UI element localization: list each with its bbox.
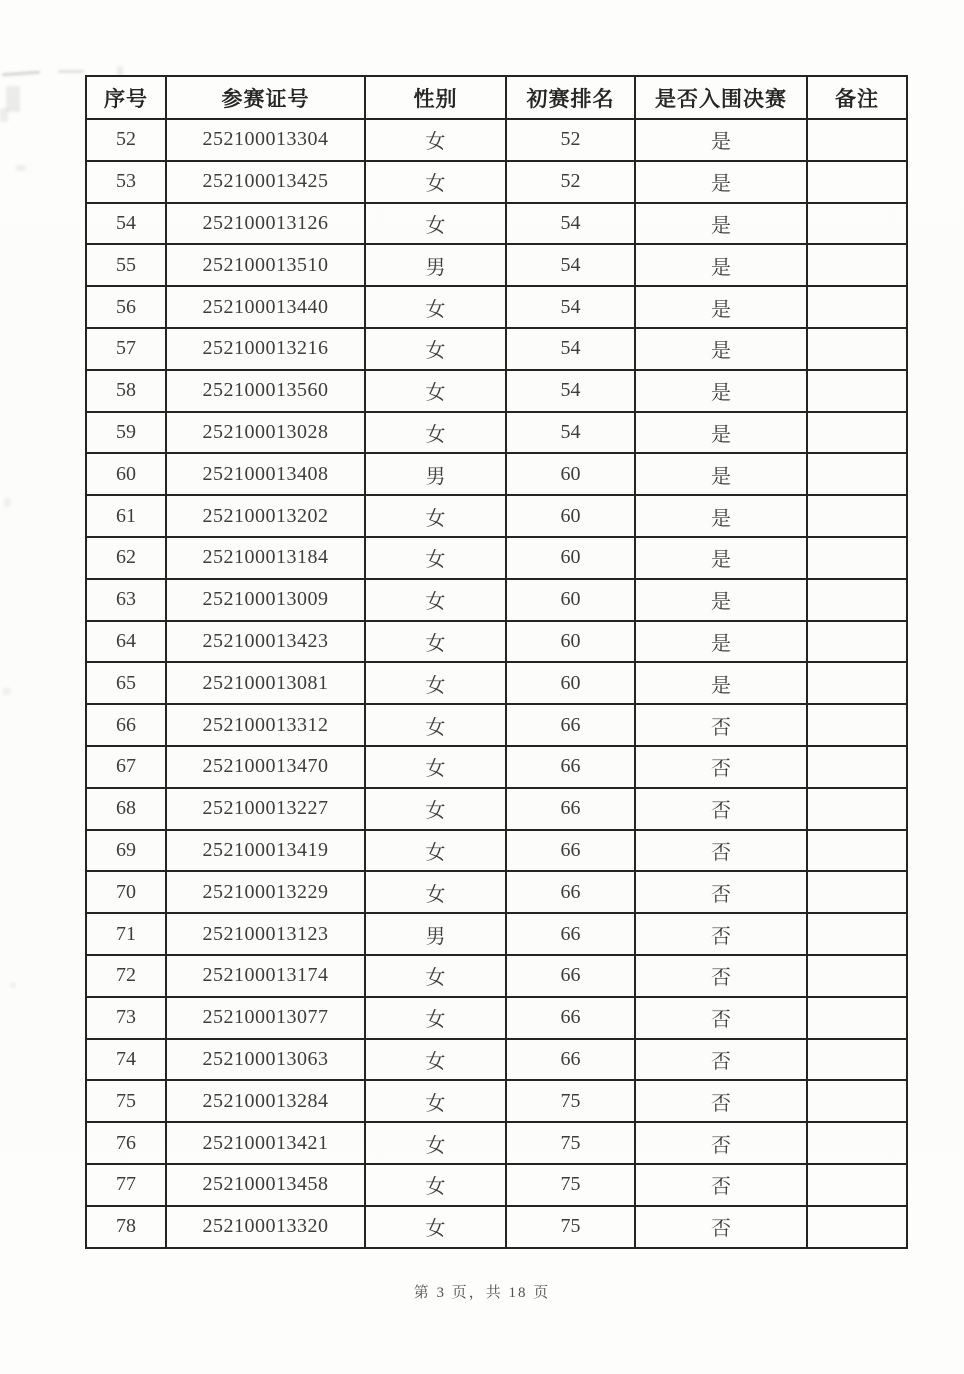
cell-finalist-flag: 否: [635, 955, 807, 997]
scan-smudge: [0, 108, 8, 122]
cell-gender: 女: [365, 495, 506, 537]
table-row: [86, 830, 907, 872]
cell-serial-number: 65: [86, 662, 166, 704]
cell-contestant-id: 252100013312: [166, 704, 365, 746]
cell-prelim-rank: 66: [506, 913, 635, 955]
cell-contestant-id: 252100013063: [166, 1039, 365, 1081]
cell-finalist-flag: 否: [635, 1206, 807, 1248]
cell-serial-number: 66: [86, 704, 166, 746]
cell-contestant-id: 252100013423: [166, 621, 365, 663]
cell-finalist-flag: 是: [635, 286, 807, 328]
cell-remark: [807, 119, 907, 161]
cell-gender: 女: [365, 1206, 506, 1248]
cell-serial-number: 63: [86, 579, 166, 621]
cell-serial-number: 61: [86, 495, 166, 537]
cell-serial-number: 78: [86, 1206, 166, 1248]
cell-finalist-flag: 是: [635, 370, 807, 412]
cell-remark: [807, 537, 907, 579]
table-row: [86, 244, 907, 286]
cell-contestant-id: 252100013077: [166, 997, 365, 1039]
table-row: [86, 537, 907, 579]
cell-contestant-id: 252100013304: [166, 119, 365, 161]
cell-contestant-id: 252100013470: [166, 746, 365, 788]
cell-gender: 女: [365, 203, 506, 245]
column-header: 序号: [86, 76, 166, 119]
cell-gender: 男: [365, 913, 506, 955]
cell-serial-number: 57: [86, 328, 166, 370]
cell-serial-number: 75: [86, 1080, 166, 1122]
cell-remark: [807, 453, 907, 495]
cell-serial-number: 54: [86, 203, 166, 245]
cell-remark: [807, 746, 907, 788]
cell-finalist-flag: 否: [635, 1122, 807, 1164]
cell-gender: 女: [365, 1164, 506, 1206]
cell-contestant-id: 252100013216: [166, 328, 365, 370]
cell-contestant-id: 252100013227: [166, 788, 365, 830]
table-row: [86, 286, 907, 328]
cell-remark: [807, 495, 907, 537]
cell-remark: [807, 1122, 907, 1164]
cell-remark: [807, 286, 907, 328]
table-row: [86, 328, 907, 370]
cell-contestant-id: 252100013123: [166, 913, 365, 955]
cell-finalist-flag: 否: [635, 830, 807, 872]
table-row: [86, 119, 907, 161]
table-row: [86, 621, 907, 663]
table-row: [86, 161, 907, 203]
cell-remark: [807, 1080, 907, 1122]
cell-finalist-flag: 否: [635, 746, 807, 788]
cell-contestant-id: 252100013425: [166, 161, 365, 203]
cell-gender: 女: [365, 788, 506, 830]
table-row: [86, 871, 907, 913]
scan-smudge: [2, 71, 40, 77]
cell-gender: 男: [365, 453, 506, 495]
cell-prelim-rank: 66: [506, 830, 635, 872]
cell-contestant-id: 252100013421: [166, 1122, 365, 1164]
cell-gender: 女: [365, 746, 506, 788]
cell-finalist-flag: 否: [635, 871, 807, 913]
cell-gender: 女: [365, 871, 506, 913]
cell-gender: 女: [365, 119, 506, 161]
cell-prelim-rank: 66: [506, 704, 635, 746]
cell-prelim-rank: 66: [506, 1039, 635, 1081]
cell-remark: [807, 579, 907, 621]
cell-gender: 女: [365, 412, 506, 454]
cell-gender: 女: [365, 621, 506, 663]
table-row: [86, 1122, 907, 1164]
column-header: 参赛证号: [166, 76, 365, 119]
table-row: [86, 662, 907, 704]
cell-prelim-rank: 60: [506, 662, 635, 704]
cell-prelim-rank: 66: [506, 871, 635, 913]
cell-finalist-flag: 是: [635, 328, 807, 370]
table-row: [86, 913, 907, 955]
cell-serial-number: 77: [86, 1164, 166, 1206]
table-row: [86, 1080, 907, 1122]
cell-serial-number: 55: [86, 244, 166, 286]
cell-prelim-rank: 75: [506, 1164, 635, 1206]
cell-contestant-id: 252100013126: [166, 203, 365, 245]
table-row: [86, 997, 907, 1039]
cell-contestant-id: 252100013184: [166, 537, 365, 579]
cell-serial-number: 73: [86, 997, 166, 1039]
scan-smudge: [16, 165, 26, 171]
cell-contestant-id: 252100013440: [166, 286, 365, 328]
cell-remark: [807, 871, 907, 913]
cell-serial-number: 67: [86, 746, 166, 788]
table-row: [86, 788, 907, 830]
table-row: [86, 453, 907, 495]
cell-contestant-id: 252100013028: [166, 412, 365, 454]
column-header: 性别: [365, 76, 506, 119]
cell-serial-number: 58: [86, 370, 166, 412]
cell-gender: 女: [365, 830, 506, 872]
scan-smudge: [4, 498, 11, 507]
cell-prelim-rank: 66: [506, 997, 635, 1039]
cell-serial-number: 56: [86, 286, 166, 328]
cell-contestant-id: 252100013320: [166, 1206, 365, 1248]
cell-finalist-flag: 是: [635, 203, 807, 245]
cell-remark: [807, 997, 907, 1039]
cell-contestant-id: 252100013458: [166, 1164, 365, 1206]
cell-finalist-flag: 否: [635, 913, 807, 955]
page-number-footer: 第 3 页，共 18 页: [413, 1285, 551, 1301]
cell-finalist-flag: 是: [635, 495, 807, 537]
cell-gender: 女: [365, 704, 506, 746]
cell-finalist-flag: 是: [635, 662, 807, 704]
cell-remark: [807, 830, 907, 872]
cell-finalist-flag: 是: [635, 453, 807, 495]
cell-serial-number: 72: [86, 955, 166, 997]
cell-remark: [807, 704, 907, 746]
cell-gender: 女: [365, 1122, 506, 1164]
cell-gender: 女: [365, 662, 506, 704]
cell-gender: 女: [365, 955, 506, 997]
cell-contestant-id: 252100013174: [166, 955, 365, 997]
cell-remark: [807, 161, 907, 203]
cell-remark: [807, 328, 907, 370]
cell-remark: [807, 412, 907, 454]
cell-remark: [807, 1039, 907, 1081]
cell-serial-number: 68: [86, 788, 166, 830]
cell-serial-number: 53: [86, 161, 166, 203]
cell-gender: 女: [365, 537, 506, 579]
column-header: 备注: [807, 76, 907, 119]
cell-prelim-rank: 54: [506, 370, 635, 412]
cell-finalist-flag: 是: [635, 579, 807, 621]
cell-prelim-rank: 54: [506, 328, 635, 370]
scan-smudge: [10, 982, 16, 988]
table-row: [86, 495, 907, 537]
cell-finalist-flag: 是: [635, 412, 807, 454]
table-row: [86, 704, 907, 746]
table-row: [86, 370, 907, 412]
cell-contestant-id: 252100013560: [166, 370, 365, 412]
cell-serial-number: 62: [86, 537, 166, 579]
cell-finalist-flag: 否: [635, 997, 807, 1039]
scan-smudge: [2, 688, 11, 695]
table-row: [86, 1039, 907, 1081]
table-row: [86, 579, 907, 621]
cell-contestant-id: 252100013408: [166, 453, 365, 495]
cell-prelim-rank: 52: [506, 119, 635, 161]
cell-remark: [807, 1206, 907, 1248]
cell-gender: 女: [365, 1080, 506, 1122]
cell-finalist-flag: 否: [635, 788, 807, 830]
cell-finalist-flag: 否: [635, 1080, 807, 1122]
cell-finalist-flag: 是: [635, 621, 807, 663]
cell-prelim-rank: 54: [506, 412, 635, 454]
cell-contestant-id: 252100013419: [166, 830, 365, 872]
cell-finalist-flag: 是: [635, 244, 807, 286]
cell-gender: 女: [365, 579, 506, 621]
cell-prelim-rank: 75: [506, 1206, 635, 1248]
cell-finalist-flag: 否: [635, 704, 807, 746]
cell-prelim-rank: 54: [506, 286, 635, 328]
cell-contestant-id: 252100013009: [166, 579, 365, 621]
cell-remark: [807, 203, 907, 245]
scan-smudge: [58, 70, 84, 73]
cell-remark: [807, 244, 907, 286]
cell-serial-number: 71: [86, 913, 166, 955]
cell-gender: 男: [365, 244, 506, 286]
cell-contestant-id: 252100013229: [166, 871, 365, 913]
cell-remark: [807, 788, 907, 830]
table-row: [86, 203, 907, 245]
cell-prelim-rank: 60: [506, 453, 635, 495]
column-header: 是否入围决赛: [635, 76, 807, 119]
cell-finalist-flag: 否: [635, 1039, 807, 1081]
cell-serial-number: 74: [86, 1039, 166, 1081]
cell-finalist-flag: 是: [635, 119, 807, 161]
cell-serial-number: 76: [86, 1122, 166, 1164]
cell-gender: 女: [365, 997, 506, 1039]
cell-remark: [807, 662, 907, 704]
scan-smudge: [6, 86, 20, 112]
table-row: [86, 1164, 907, 1206]
cell-gender: 女: [365, 1039, 506, 1081]
cell-prelim-rank: 60: [506, 579, 635, 621]
cell-serial-number: 69: [86, 830, 166, 872]
cell-prelim-rank: 60: [506, 495, 635, 537]
cell-serial-number: 52: [86, 119, 166, 161]
cell-remark: [807, 370, 907, 412]
cell-remark: [807, 621, 907, 663]
cell-prelim-rank: 60: [506, 621, 635, 663]
cell-prelim-rank: 66: [506, 746, 635, 788]
column-header: 初赛排名: [506, 76, 635, 119]
cell-prelim-rank: 54: [506, 203, 635, 245]
cell-gender: 女: [365, 328, 506, 370]
results-table: [85, 75, 908, 1249]
cell-gender: 女: [365, 161, 506, 203]
cell-prelim-rank: 66: [506, 788, 635, 830]
cell-gender: 女: [365, 370, 506, 412]
cell-serial-number: 59: [86, 412, 166, 454]
cell-prelim-rank: 52: [506, 161, 635, 203]
cell-finalist-flag: 是: [635, 161, 807, 203]
cell-contestant-id: 252100013284: [166, 1080, 365, 1122]
cell-remark: [807, 913, 907, 955]
table-row: [86, 746, 907, 788]
cell-serial-number: 64: [86, 621, 166, 663]
table-header-row: [86, 76, 907, 119]
cell-prelim-rank: 54: [506, 244, 635, 286]
cell-finalist-flag: 是: [635, 537, 807, 579]
table-row: [86, 1206, 907, 1248]
cell-prelim-rank: 60: [506, 537, 635, 579]
cell-finalist-flag: 否: [635, 1164, 807, 1206]
cell-contestant-id: 252100013081: [166, 662, 365, 704]
cell-contestant-id: 252100013202: [166, 495, 365, 537]
cell-contestant-id: 252100013510: [166, 244, 365, 286]
table-row: [86, 412, 907, 454]
cell-prelim-rank: 75: [506, 1080, 635, 1122]
cell-remark: [807, 1164, 907, 1206]
cell-serial-number: 60: [86, 453, 166, 495]
cell-prelim-rank: 66: [506, 955, 635, 997]
cell-remark: [807, 955, 907, 997]
cell-prelim-rank: 75: [506, 1122, 635, 1164]
cell-gender: 女: [365, 286, 506, 328]
cell-serial-number: 70: [86, 871, 166, 913]
table-row: [86, 955, 907, 997]
